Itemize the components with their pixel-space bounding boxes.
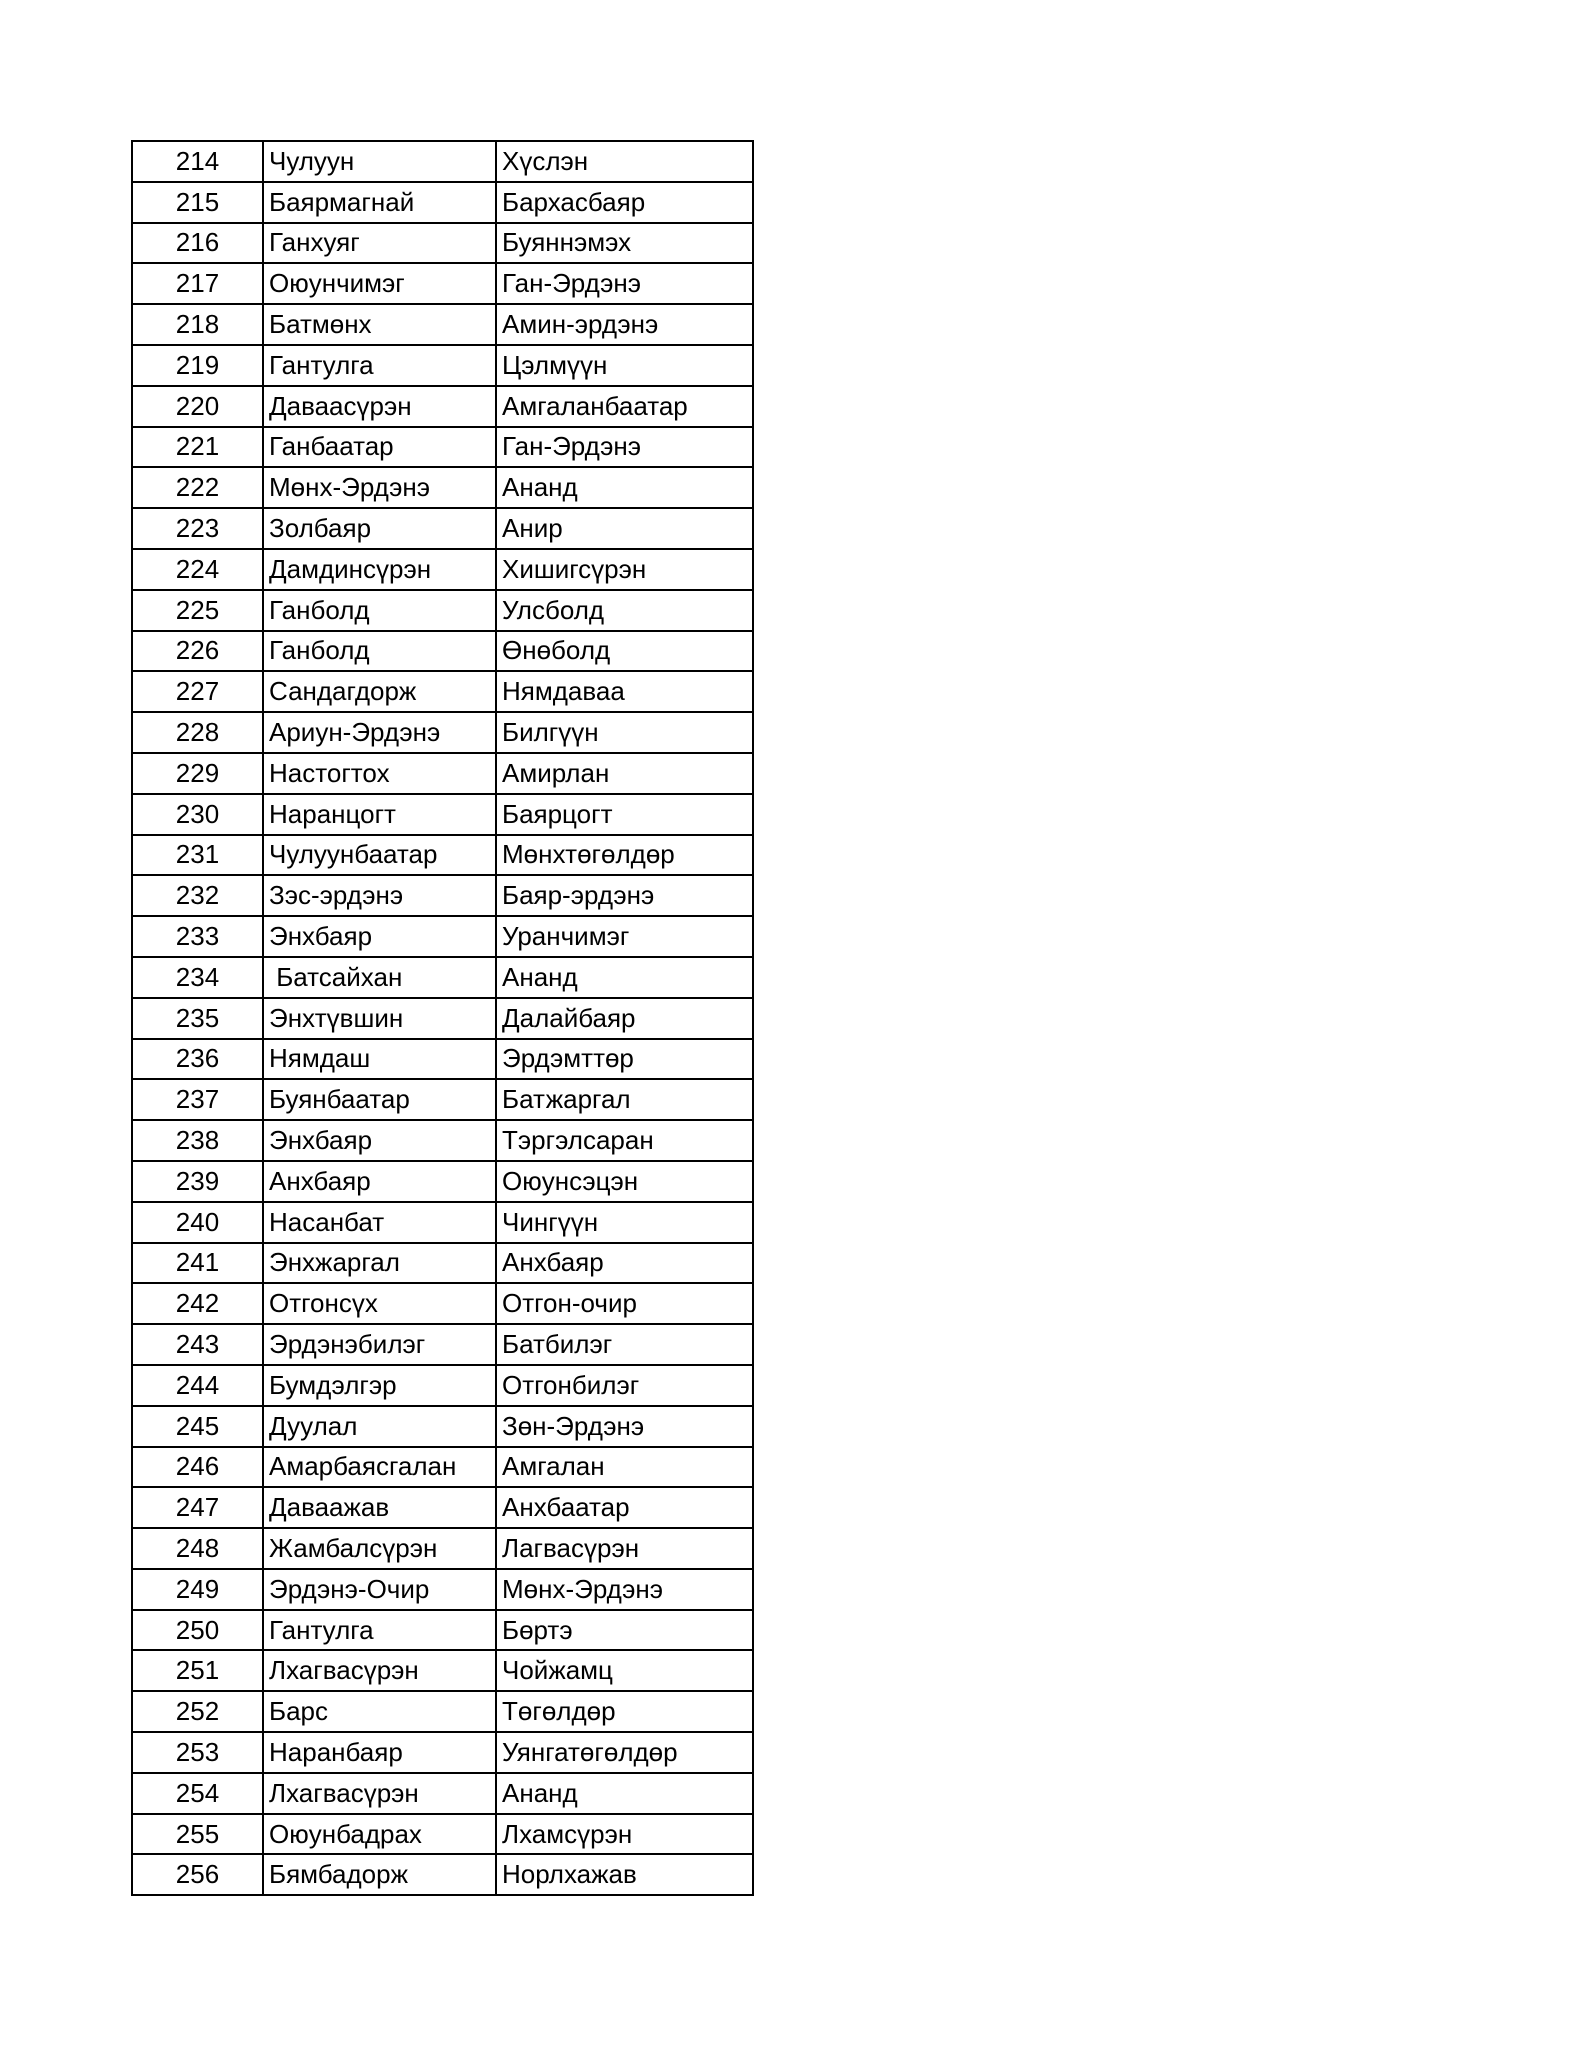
row-number-cell: 254 xyxy=(132,1773,263,1814)
table-row xyxy=(132,835,753,876)
first-name-cell: Даваасүрэн xyxy=(263,386,496,427)
row-number-cell: 234 xyxy=(132,957,263,998)
first-name-cell: Оюунбадрах xyxy=(263,1814,496,1855)
row-number-cell: 233 xyxy=(132,916,263,957)
second-name-cell: Ананд xyxy=(496,467,753,508)
row-number-cell: 214 xyxy=(132,141,263,182)
table-row xyxy=(132,590,753,631)
second-name-cell: Бархасбаяр xyxy=(496,182,753,223)
row-number-cell: 249 xyxy=(132,1569,263,1610)
second-name-cell: Тэргэлсаран xyxy=(496,1120,753,1161)
table-row xyxy=(132,263,753,304)
first-name-cell: Ганболд xyxy=(263,590,496,631)
second-name-cell: Анир xyxy=(496,508,753,549)
row-number-cell: 238 xyxy=(132,1120,263,1161)
row-number-cell: 230 xyxy=(132,794,263,835)
table-row xyxy=(132,1447,753,1488)
row-number-cell: 241 xyxy=(132,1243,263,1284)
row-number-cell: 217 xyxy=(132,263,263,304)
first-name-cell: Энхбаяр xyxy=(263,916,496,957)
table-row xyxy=(132,957,753,998)
table-row xyxy=(132,1732,753,1773)
table-row xyxy=(132,1691,753,1732)
row-number-cell: 240 xyxy=(132,1202,263,1243)
table-row xyxy=(132,1283,753,1324)
second-name-cell: Буяннэмэх xyxy=(496,223,753,264)
second-name-cell: Чингүүн xyxy=(496,1202,753,1243)
first-name-cell: Анхбаяр xyxy=(263,1161,496,1202)
row-number-cell: 244 xyxy=(132,1365,263,1406)
first-name-cell: Оюунчимэг xyxy=(263,263,496,304)
second-name-cell: Отгонбилэг xyxy=(496,1365,753,1406)
table-row xyxy=(132,1243,753,1284)
table-row xyxy=(132,1773,753,1814)
first-name-cell: Чулуун xyxy=(263,141,496,182)
row-number-cell: 255 xyxy=(132,1814,263,1855)
first-name-cell: Сандагдорж xyxy=(263,671,496,712)
first-name-cell: Ганбаатар xyxy=(263,427,496,468)
row-number-cell: 248 xyxy=(132,1528,263,1569)
row-number-cell: 229 xyxy=(132,753,263,794)
second-name-cell: Ананд xyxy=(496,957,753,998)
table-row xyxy=(132,712,753,753)
first-name-cell: Баярмагнай xyxy=(263,182,496,223)
first-name-cell: Зэс-эрдэнэ xyxy=(263,875,496,916)
first-name-cell: Ганхуяг xyxy=(263,223,496,264)
row-number-cell: 223 xyxy=(132,508,263,549)
roster-table-body xyxy=(132,141,753,1895)
table-row xyxy=(132,1854,753,1895)
second-name-cell: Зөн-Эрдэнэ xyxy=(496,1406,753,1447)
second-name-cell: Мөнх-Эрдэнэ xyxy=(496,1569,753,1610)
table-row xyxy=(132,467,753,508)
row-number-cell: 251 xyxy=(132,1650,263,1691)
first-name-cell: Батсайхан xyxy=(263,957,496,998)
row-number-cell: 227 xyxy=(132,671,263,712)
row-number-cell: 239 xyxy=(132,1161,263,1202)
first-name-cell: Бямбадорж xyxy=(263,1854,496,1895)
first-name-cell: Нямдаш xyxy=(263,1039,496,1080)
table-row xyxy=(132,875,753,916)
row-number-cell: 243 xyxy=(132,1324,263,1365)
second-name-cell: Төгөлдөр xyxy=(496,1691,753,1732)
first-name-cell: Энхтүвшин xyxy=(263,998,496,1039)
table-row xyxy=(132,427,753,468)
first-name-cell: Наранцогт xyxy=(263,794,496,835)
table-row xyxy=(132,141,753,182)
table-row xyxy=(132,1610,753,1651)
first-name-cell: Жамбалсүрэн xyxy=(263,1528,496,1569)
row-number-cell: 228 xyxy=(132,712,263,753)
first-name-cell: Гантулга xyxy=(263,1610,496,1651)
first-name-cell: Насанбат xyxy=(263,1202,496,1243)
table-row xyxy=(132,223,753,264)
second-name-cell: Отгон-очир xyxy=(496,1283,753,1324)
row-number-cell: 221 xyxy=(132,427,263,468)
row-number-cell: 256 xyxy=(132,1854,263,1895)
second-name-cell: Анхбаатар xyxy=(496,1487,753,1528)
first-name-cell: Эрдэнэбилэг xyxy=(263,1324,496,1365)
second-name-cell: Уянгатөгөлдөр xyxy=(496,1732,753,1773)
table-row xyxy=(132,998,753,1039)
second-name-cell: Баяр-эрдэнэ xyxy=(496,875,753,916)
first-name-cell: Ариун-Эрдэнэ xyxy=(263,712,496,753)
table-row xyxy=(132,549,753,590)
second-name-cell: Эрдэмттөр xyxy=(496,1039,753,1080)
table-row xyxy=(132,1365,753,1406)
second-name-cell: Амгаланбаатар xyxy=(496,386,753,427)
first-name-cell: Гантулга xyxy=(263,345,496,386)
table-row xyxy=(132,1202,753,1243)
first-name-cell: Мөнх-Эрдэнэ xyxy=(263,467,496,508)
table-row xyxy=(132,182,753,223)
table-row xyxy=(132,1039,753,1080)
table-row xyxy=(132,794,753,835)
table-row xyxy=(132,386,753,427)
first-name-cell: Энхжаргал xyxy=(263,1243,496,1284)
row-number-cell: 218 xyxy=(132,304,263,345)
table-row xyxy=(132,671,753,712)
second-name-cell: Өнөболд xyxy=(496,631,753,672)
second-name-cell: Амирлан xyxy=(496,753,753,794)
row-number-cell: 242 xyxy=(132,1283,263,1324)
second-name-cell: Батжаргал xyxy=(496,1079,753,1120)
second-name-cell: Бөртэ xyxy=(496,1610,753,1651)
second-name-cell: Ананд xyxy=(496,1773,753,1814)
row-number-cell: 216 xyxy=(132,223,263,264)
second-name-cell: Цэлмүүн xyxy=(496,345,753,386)
row-number-cell: 235 xyxy=(132,998,263,1039)
table-row xyxy=(132,1814,753,1855)
row-number-cell: 247 xyxy=(132,1487,263,1528)
first-name-cell: Лхагвасүрэн xyxy=(263,1650,496,1691)
first-name-cell: Амарбаясгалан xyxy=(263,1447,496,1488)
second-name-cell: Лагвасүрэн xyxy=(496,1528,753,1569)
roster-sheet xyxy=(131,140,752,1896)
row-number-cell: 253 xyxy=(132,1732,263,1773)
table-row xyxy=(132,631,753,672)
first-name-cell: Дуулал xyxy=(263,1406,496,1447)
first-name-cell: Ганболд xyxy=(263,631,496,672)
second-name-cell: Ган-Эрдэнэ xyxy=(496,427,753,468)
table-row xyxy=(132,1324,753,1365)
second-name-cell: Уранчимэг xyxy=(496,916,753,957)
row-number-cell: 215 xyxy=(132,182,263,223)
first-name-cell: Настогтох xyxy=(263,753,496,794)
second-name-cell: Норлхажав xyxy=(496,1854,753,1895)
row-number-cell: 226 xyxy=(132,631,263,672)
first-name-cell: Наранбаяр xyxy=(263,1732,496,1773)
first-name-cell: Лхагвасүрэн xyxy=(263,1773,496,1814)
first-name-cell: Барс xyxy=(263,1691,496,1732)
second-name-cell: Хишигсүрэн xyxy=(496,549,753,590)
row-number-cell: 231 xyxy=(132,835,263,876)
table-row xyxy=(132,1079,753,1120)
first-name-cell: Дамдинсүрэн xyxy=(263,549,496,590)
table-row xyxy=(132,1487,753,1528)
second-name-cell: Амин-эрдэнэ xyxy=(496,304,753,345)
table-row xyxy=(132,1120,753,1161)
roster-table xyxy=(131,140,754,1896)
second-name-cell: Улсболд xyxy=(496,590,753,631)
second-name-cell: Лхамсүрэн xyxy=(496,1814,753,1855)
row-number-cell: 220 xyxy=(132,386,263,427)
row-number-cell: 245 xyxy=(132,1406,263,1447)
second-name-cell: Мөнхтөгөлдөр xyxy=(496,835,753,876)
second-name-cell: Билгүүн xyxy=(496,712,753,753)
second-name-cell: Ган-Эрдэнэ xyxy=(496,263,753,304)
table-row xyxy=(132,1161,753,1202)
row-number-cell: 252 xyxy=(132,1691,263,1732)
table-row xyxy=(132,508,753,549)
row-number-cell: 246 xyxy=(132,1447,263,1488)
row-number-cell: 225 xyxy=(132,590,263,631)
second-name-cell: Анхбаяр xyxy=(496,1243,753,1284)
table-row xyxy=(132,1528,753,1569)
first-name-cell: Отгонсүх xyxy=(263,1283,496,1324)
first-name-cell: Энхбаяр xyxy=(263,1120,496,1161)
table-row xyxy=(132,753,753,794)
first-name-cell: Золбаяр xyxy=(263,508,496,549)
table-row xyxy=(132,1406,753,1447)
table-row xyxy=(132,1569,753,1610)
second-name-cell: Баярцогт xyxy=(496,794,753,835)
row-number-cell: 236 xyxy=(132,1039,263,1080)
first-name-cell: Чулуунбаатар xyxy=(263,835,496,876)
table-row xyxy=(132,345,753,386)
row-number-cell: 237 xyxy=(132,1079,263,1120)
first-name-cell: Даваажав xyxy=(263,1487,496,1528)
row-number-cell: 222 xyxy=(132,467,263,508)
second-name-cell: Далайбаяр xyxy=(496,998,753,1039)
second-name-cell: Оюунсэцэн xyxy=(496,1161,753,1202)
row-number-cell: 250 xyxy=(132,1610,263,1651)
second-name-cell: Чойжамц xyxy=(496,1650,753,1691)
first-name-cell: Буянбаатар xyxy=(263,1079,496,1120)
first-name-cell: Эрдэнэ-Очир xyxy=(263,1569,496,1610)
row-number-cell: 219 xyxy=(132,345,263,386)
row-number-cell: 224 xyxy=(132,549,263,590)
row-number-cell: 232 xyxy=(132,875,263,916)
second-name-cell: Амгалан xyxy=(496,1447,753,1488)
first-name-cell: Бумдэлгэр xyxy=(263,1365,496,1406)
second-name-cell: Батбилэг xyxy=(496,1324,753,1365)
second-name-cell: Хүслэн xyxy=(496,141,753,182)
first-name-cell: Батмөнх xyxy=(263,304,496,345)
second-name-cell: Нямдаваа xyxy=(496,671,753,712)
table-row xyxy=(132,304,753,345)
table-row xyxy=(132,916,753,957)
table-row xyxy=(132,1650,753,1691)
